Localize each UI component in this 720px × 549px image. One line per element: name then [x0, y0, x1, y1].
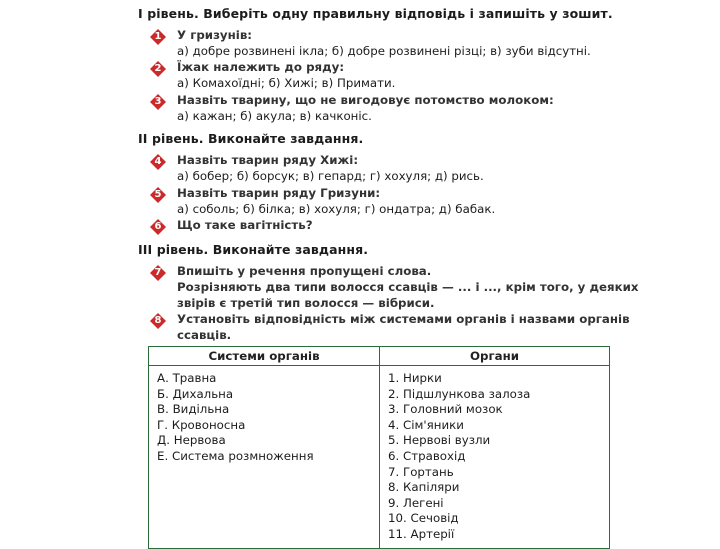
organ-item: 2. Підшлункова залоза	[388, 386, 531, 401]
question-5-text: Назвіть тварин ряду Гризуни:	[177, 186, 381, 200]
organ-item: 3. Головний мозок	[388, 402, 503, 417]
question-2-answers: а) Комахоїдні; б) Хижі; в) Примати.	[177, 76, 396, 90]
system-item: В. Видільна	[157, 402, 230, 417]
question-3-text: Назвіть тварину, що не вигодовує потомство молоком:	[177, 93, 554, 107]
question-4-text: Назвіть тварин ряду Хижі:	[177, 153, 359, 167]
table-body-row	[149, 366, 610, 549]
organ-item: 9. Легені	[388, 495, 444, 510]
question-7-body-line2: звірів є третій тип волосся — вібриси.	[177, 296, 435, 310]
level2-heading: ІІ рівень. Виконайте завдання.	[138, 131, 364, 146]
organ-item: 5. Нервові вузли	[388, 433, 491, 448]
table-header-row	[149, 347, 610, 366]
level3-heading: ІІІ рівень. Виконайте завдання.	[138, 242, 369, 257]
organ-item: 6. Стравохід	[388, 448, 466, 463]
question-number-badge-3: 3	[150, 94, 166, 110]
systems-column	[149, 366, 380, 549]
question-6-text: Що таке вагітність?	[177, 218, 313, 232]
question-number-badge-1: 1	[150, 29, 166, 45]
question-7-body-line1: Розрізняють два типи волосся ссавців — ... і ..., крім того, у деяких	[177, 280, 639, 294]
level1-heading: І рівень. Виберіть одну правильну відповідь і запишіть у зошит.	[138, 6, 613, 21]
organ-item: 8. Капіляри	[388, 480, 460, 495]
question-number-badge-6: 6	[150, 219, 166, 235]
organs-column	[380, 366, 610, 549]
organ-item: 1. Нирки	[388, 371, 442, 385]
header-systems: Системи органів	[149, 347, 380, 366]
question-8-text-line1: Установіть відповідність між системами органів і назвами органів	[177, 312, 630, 326]
matching-table	[148, 346, 610, 549]
question-number-badge-2: 2	[150, 61, 166, 77]
organ-item: 11. Артерії	[388, 526, 455, 541]
question-number-badge-7: 7	[150, 265, 166, 281]
system-item: А. Травна	[157, 371, 217, 385]
question-8-text-line2: ссавців.	[177, 328, 232, 342]
question-number-badge-5: 5	[150, 187, 166, 203]
header-organs: Органи	[380, 347, 610, 366]
question-5-answers: а) соболь; б) білка; в) хохуля; г) ондатра; д) бабак.	[177, 202, 496, 216]
question-number-badge-4: 4	[150, 154, 166, 170]
system-item: Г. Кровоносна	[157, 417, 246, 432]
system-item: Б. Дихальна	[157, 386, 234, 401]
system-item: Д. Нервова	[157, 433, 226, 448]
question-number-badge-8: 8	[150, 313, 166, 329]
question-7-text: Впишіть у речення пропущені слова.	[177, 264, 432, 278]
system-item: Е. Система розмноження	[157, 448, 314, 463]
question-1-answers: а) добре розвинені ікла; б) добре розвинені різці; в) зуби відсутні.	[177, 44, 591, 58]
question-3-answers: а) кажан; б) акула; в) качконіс.	[177, 109, 372, 123]
organ-item: 7. Гортань	[388, 464, 454, 479]
organ-item: 10. Сечовід	[388, 511, 459, 526]
question-2-text: Їжак належить до ряду:	[177, 60, 345, 74]
question-4-answers: а) бобер; б) борсук; в) гепард; г) хохуля; д) рись.	[177, 169, 484, 183]
organ-item: 4. Сім'яники	[388, 417, 464, 432]
question-1-text: У гризунів:	[177, 28, 252, 42]
